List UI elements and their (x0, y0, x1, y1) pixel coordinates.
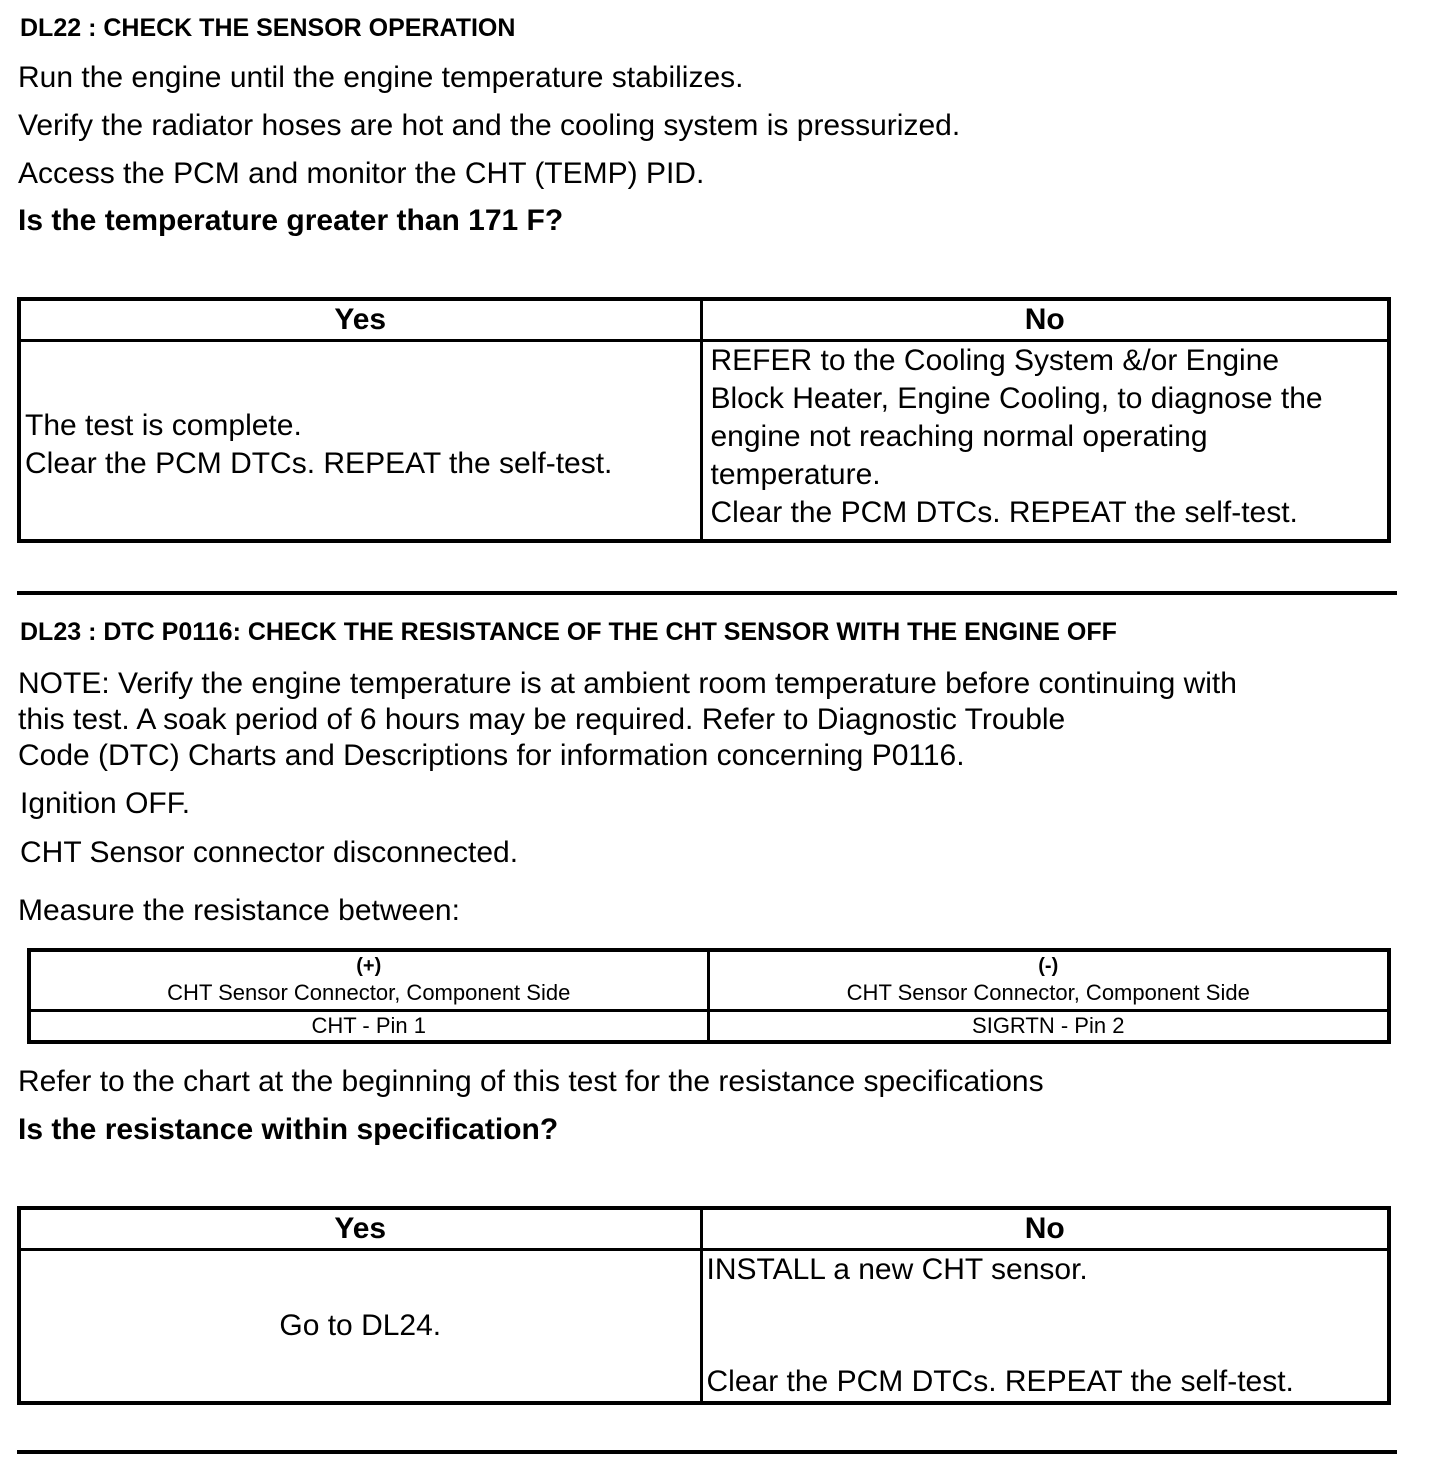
dl23-heading: DL23 : DTC P0116: CHECK THE RESISTANCE OF THE CHT SENSOR WITH THE ENGINE OFF (20, 618, 1117, 646)
dl23-question: Is the resistance within specification? (18, 1113, 559, 1146)
dl23-yes-cell (19, 1250, 701, 1404)
dl23-refer: Refer to the chart at the beginning of this test for the resistance specifications (18, 1065, 1044, 1098)
dl23-no-line-2: Clear the PCM DTCs. REPEAT the self-test. (706, 1365, 1294, 1398)
dl22-yes-no-table (17, 297, 1391, 543)
plus-sign-label: (+) (356, 955, 382, 978)
dl23-yes-no-table (17, 1206, 1391, 1405)
section-divider-2 (17, 1450, 1397, 1454)
pin-table-plus-header (29, 950, 708, 1010)
dl23-note-line-2: this test. A soak period of 6 hours may be required. Refer to Diagnostic Trouble (18, 703, 1066, 736)
dl22-no-line-1: REFER to the Cooling System &/or Engine (710, 344, 1280, 377)
dl23-step-2: CHT Sensor connector disconnected. (20, 836, 519, 869)
dl23-note-line-1: NOTE: Verify the engine temperature is at ambient room temperature before continuing with (18, 667, 1237, 700)
dl23-pin-table (27, 948, 1391, 1044)
dl22-yes-header: Yes (19, 299, 701, 341)
dl23-step-1: Ignition OFF. (20, 787, 191, 820)
dl22-yes-cell (19, 341, 701, 541)
dl23-note (18, 666, 1237, 774)
dl22-no-cell (701, 341, 1389, 541)
dl22-yes-line-1: The test is complete. (25, 409, 302, 443)
dl22-step-1: Run the engine until the engine temperature stabilizes. (18, 61, 744, 94)
dl23-no-line-1: INSTALL a new CHT sensor. (706, 1253, 1088, 1286)
dl22-no-header: No (701, 299, 1389, 341)
minus-sign-label: (-) (1038, 955, 1059, 978)
dl22-no-line-4: temperature. (710, 458, 881, 491)
dl23-measure: Measure the resistance between: (18, 894, 460, 927)
dl23-yes-text: Go to DL24. (279, 1309, 442, 1342)
dl23-note-line-3: Code (DTC) Charts and Descriptions for information concerning P0116. (18, 739, 965, 772)
dl23-yes-header: Yes (19, 1208, 701, 1250)
dl23-no-cell (701, 1250, 1389, 1404)
dl22-no-line-3: engine not reaching normal operating (710, 420, 1208, 453)
dl22-yes-line-2: Clear the PCM DTCs. REPEAT the self-test. (25, 447, 613, 481)
dl23-no-header: No (701, 1208, 1389, 1250)
dl22-no-line-2: Block Heater, Engine Cooling, to diagnose the (710, 382, 1323, 415)
section-divider-1 (17, 591, 1397, 595)
plus-pin-cell: CHT - Pin 1 (29, 1010, 708, 1042)
dl22-no-line-5: Clear the PCM DTCs. REPEAT the self-test. (710, 496, 1298, 529)
dl22-question: Is the temperature greater than 171 F? (18, 204, 564, 237)
minus-connector-label: CHT Sensor Connector, Component Side (846, 980, 1250, 1006)
plus-connector-label: CHT Sensor Connector, Component Side (167, 980, 571, 1006)
pin-table-minus-header (708, 950, 1389, 1010)
dl22-step-2: Verify the radiator hoses are hot and the cooling system is pressurized. (18, 109, 961, 142)
minus-pin-cell: SIGRTN - Pin 2 (708, 1010, 1389, 1042)
dl22-heading: DL22 : CHECK THE SENSOR OPERATION (20, 14, 516, 42)
dl22-step-3: Access the PCM and monitor the CHT (TEMP) PID. (18, 157, 705, 190)
